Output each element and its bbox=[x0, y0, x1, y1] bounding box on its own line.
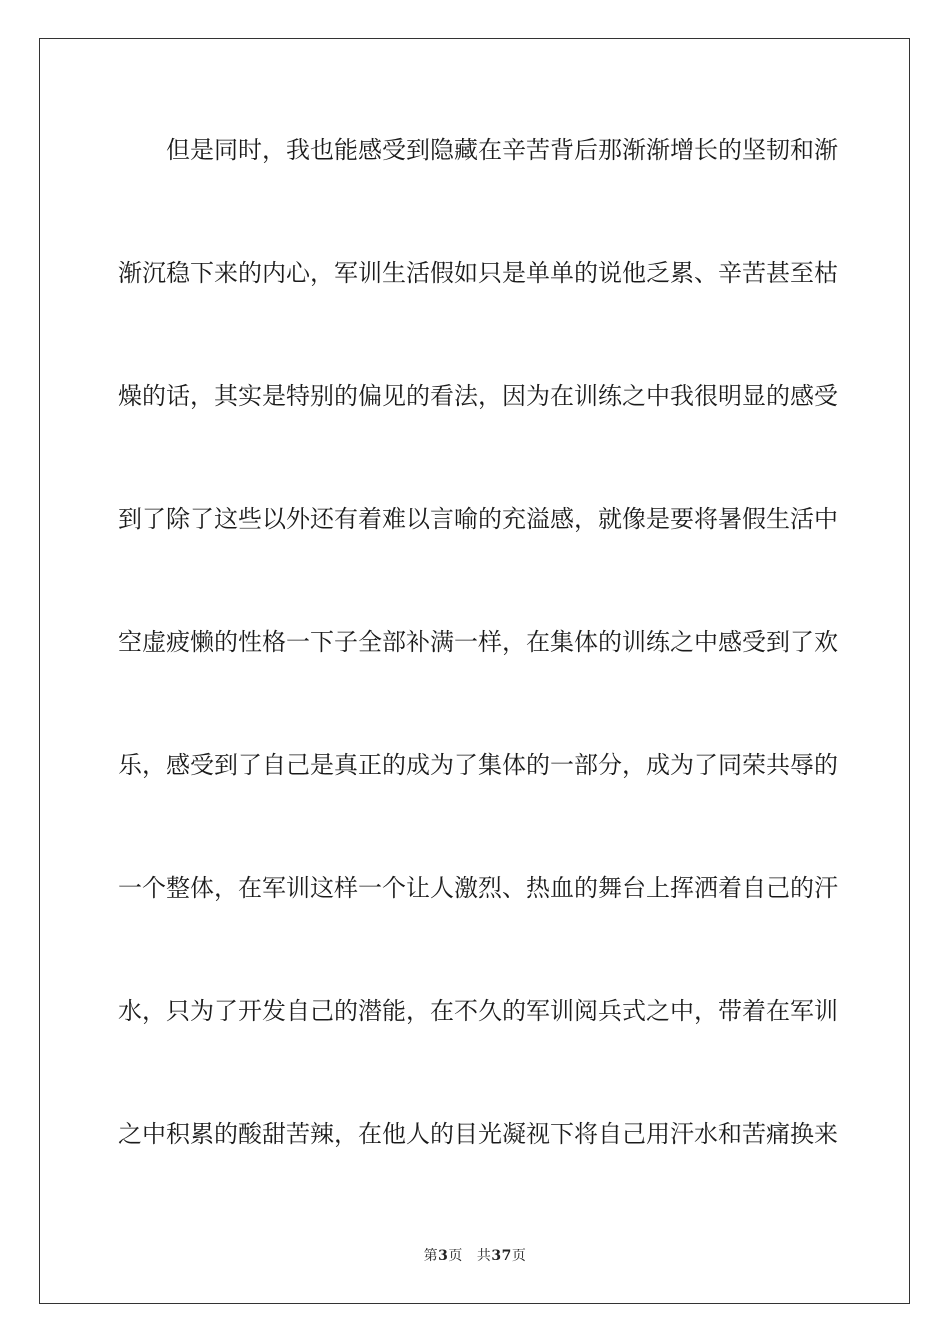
text-line: 到了除了这些以外还有着难以言喻的充溢感，就像是要将暑假生活中 bbox=[118, 505, 838, 533]
text-line: 乐，感受到了自己是真正的成为了集体的一部分，成为了同荣共辱的 bbox=[118, 751, 838, 779]
page-footer bbox=[0, 1245, 950, 1265]
page-number: 第3页 bbox=[423, 1248, 463, 1264]
page-total: 共37页 bbox=[476, 1248, 527, 1264]
text-line: 但是同时，我也能感受到隐藏在辛苦背后那渐渐增长的坚韧和渐 bbox=[166, 136, 838, 164]
text-line: 空虚疲懒的性格一下子全部补满一样，在集体的训练之中感受到了欢 bbox=[118, 628, 838, 656]
text-line: 一个整体，在军训这样一个让人激烈、热血的舞台上挥洒着自己的汗 bbox=[118, 874, 838, 902]
text-line: 水，只为了开发自己的潜能，在不久的军训阅兵式之中，带着在军训 bbox=[118, 997, 838, 1025]
body-paragraph bbox=[118, 126, 838, 1233]
text-line: 燥的话，其实是特别的偏见的看法，因为在训练之中我很明显的感受 bbox=[118, 382, 838, 410]
text-line: 渐沉稳下来的内心，军训生活假如只是单单的说他乏累、辛苦甚至枯 bbox=[118, 259, 838, 287]
text-line: 之中积累的酸甜苦辣，在他人的目光凝视下将自己用汗水和苦痛换来 bbox=[118, 1120, 838, 1148]
